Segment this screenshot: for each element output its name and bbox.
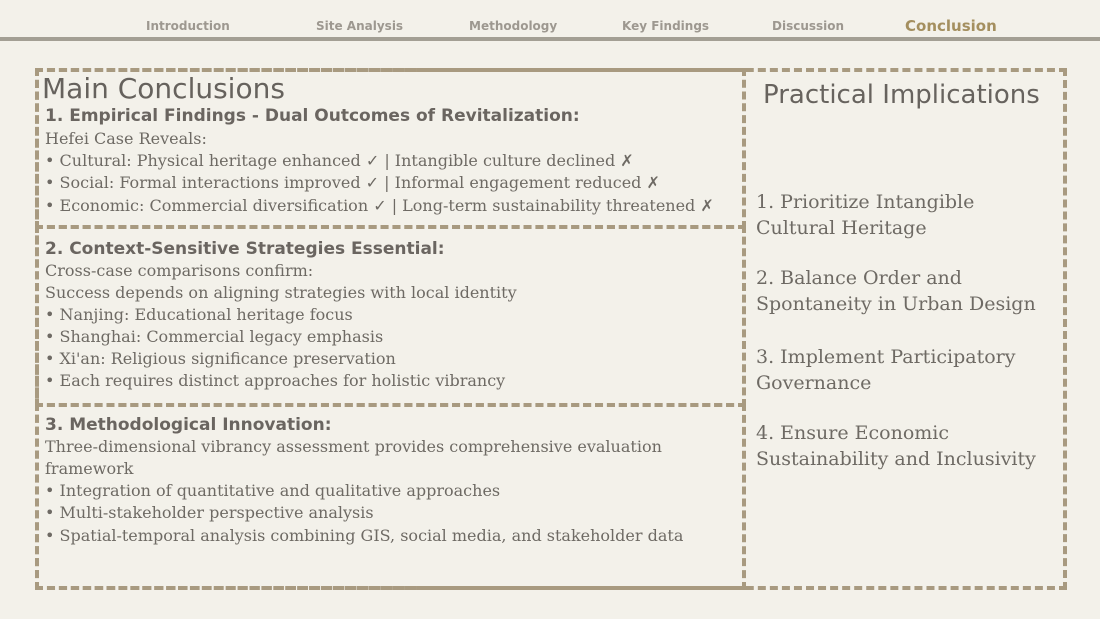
implication-item: 2. Balance Order and Spontaneity in Urban Design <box>756 267 1036 315</box>
section3-bullet: • Spatial-temporal analysis combining GIS, social media, and stakeholder data <box>45 526 684 545</box>
implication-item: 1. Prioritize Intangible Cultural Heritage <box>756 191 975 239</box>
nav-introduction[interactable]: Introduction <box>146 19 230 33</box>
nav-discussion[interactable]: Discussion <box>772 19 845 33</box>
section2-bullet: • Each requires distinct approaches for holistic vibrancy <box>45 371 506 390</box>
section2-intro: Success depends on aligning strategies with local identity <box>45 283 517 302</box>
section2-title: 2. Context-Sensitive Strategies Essential: <box>45 239 445 259</box>
section3-title: 3. Methodological Innovation: <box>45 415 332 435</box>
top-nav <box>0 0 1100 40</box>
section3-intro: Three-dimensional vibrancy assessment provides comprehensive evaluation <box>45 437 662 456</box>
section2-intro: Cross-case comparisons confirm: <box>45 261 314 280</box>
implication-item: 4. Ensure Economic Sustainability and Inclusivity <box>756 422 1036 470</box>
section1-bullet: • Cultural: Physical heritage enhanced ✓ | Intangible culture declined ✗ <box>45 151 634 170</box>
section3-bullet: • Integration of quantitative and qualitative approaches <box>45 481 501 500</box>
nav-divider <box>0 37 1100 41</box>
section3-bullet: • Multi-stakeholder perspective analysis <box>45 503 374 522</box>
section1-title: 1. Empirical Findings - Dual Outcomes of Revitalization: <box>45 106 580 126</box>
nav-key-findings[interactable]: Key Findings <box>622 19 710 33</box>
nav-methodology[interactable]: Methodology <box>469 19 558 33</box>
section2-bullet: • Nanjing: Educational heritage focus <box>45 305 353 324</box>
section1-bullet: • Social: Formal interactions improved ✓ | Informal engagement reduced ✗ <box>45 173 660 192</box>
section2-bullet: • Xi'an: Religious significance preservation <box>45 349 396 368</box>
nav-site-analysis[interactable]: Site Analysis <box>316 19 404 33</box>
section1-intro: Hefei Case Reveals: <box>45 129 207 148</box>
practical-implications-title: Practical Implications <box>763 80 1040 110</box>
nav-conclusion[interactable]: Conclusion <box>905 17 997 35</box>
implication-item: 3. Implement Participatory Governance <box>756 346 1016 394</box>
section2-bullet: • Shanghai: Commercial legacy emphasis <box>45 327 384 346</box>
section3-intro: framework <box>45 459 134 478</box>
section1-bullet: • Economic: Commercial diversification ✓ | Long-term sustainability threatened ✗ <box>45 196 714 215</box>
main-conclusions-title: Main Conclusions <box>42 72 285 105</box>
